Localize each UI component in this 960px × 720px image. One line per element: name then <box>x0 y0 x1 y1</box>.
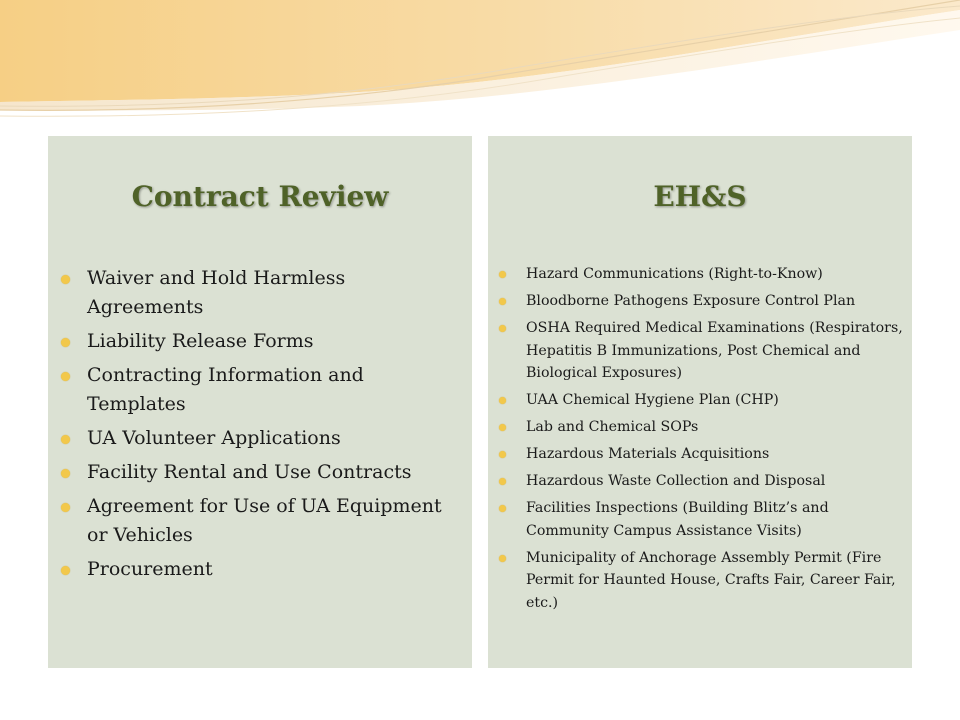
list-item: Lab and Chemical SOPs <box>526 416 908 439</box>
contract-review-list <box>87 264 459 589</box>
decorative-wave-banner <box>0 0 960 130</box>
contract-review-panel <box>48 136 472 668</box>
list-item: UAA Chemical Hygiene Plan (CHP) <box>526 389 908 412</box>
ehs-list <box>526 263 908 619</box>
list-item: OSHA Required Medical Examinations (Respirators, Hepatitis B Immunizations, Post Chemical and Biological Exposures) <box>526 317 908 385</box>
contract-review-title: Contract Review <box>131 180 389 213</box>
list-item: Facilities Inspections (Building Blitz’s and Community Campus Assistance Visits) <box>526 497 908 542</box>
list-item: Municipality of Anchorage Assembly Permit (Fire Permit for Haunted House, Crafts Fair, Career Fair, etc.) <box>526 547 908 615</box>
list-item: Liability Release Forms <box>87 327 459 356</box>
list-item: Bloodborne Pathogens Exposure Control Plan <box>526 290 908 313</box>
list-item: Facility Rental and Use Contracts <box>87 458 459 487</box>
ehs-title: EH&S <box>653 180 747 213</box>
list-item: Waiver and Hold Harmless Agreements <box>87 264 459 322</box>
list-item: Contracting Information and Templates <box>87 361 459 419</box>
list-item: UA Volunteer Applications <box>87 424 459 453</box>
list-item: Hazardous Materials Acquisitions <box>526 443 908 466</box>
list-item: Procurement <box>87 555 459 584</box>
ehs-panel <box>488 136 912 668</box>
list-item: Hazardous Waste Collection and Disposal <box>526 470 908 493</box>
list-item: Agreement for Use of UA Equipment or Vehicles <box>87 492 459 550</box>
list-item: Hazard Communications (Right-to-Know) <box>526 263 908 286</box>
